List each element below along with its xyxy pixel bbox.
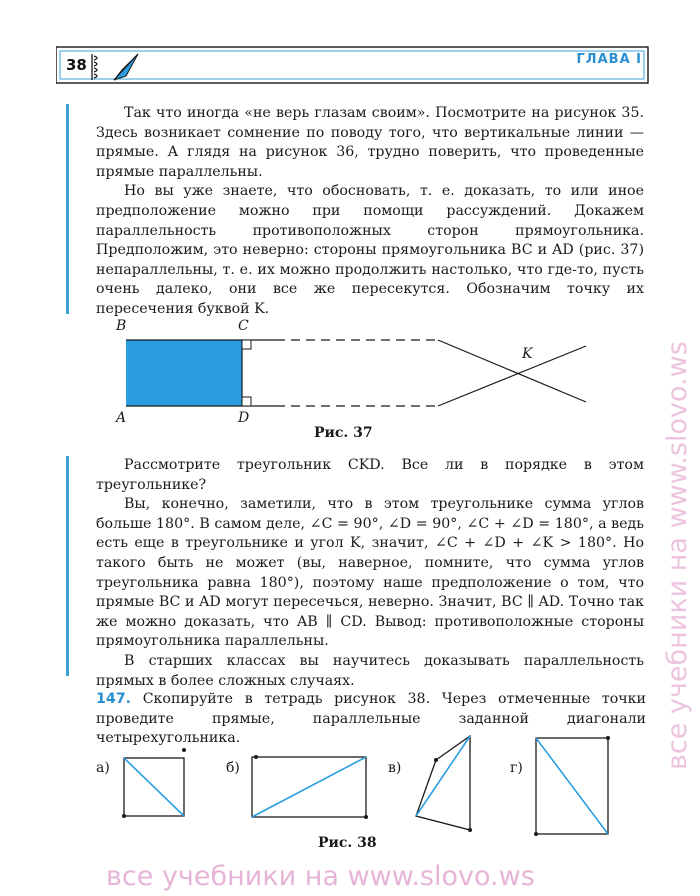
label-d: D [238, 410, 250, 426]
label-b: B [116, 318, 127, 334]
page-number: 38 [66, 56, 87, 74]
paragraph: Рассмотрите треугольник CKD. Все ли в порядке в этом треугольнике? [96, 457, 644, 493]
header-band [56, 46, 650, 86]
text-block-2 [96, 456, 644, 691]
watermark-side: все учебники на www.slovo.ws [662, 341, 693, 770]
figure-38-drawing [90, 730, 650, 840]
shape-b [252, 755, 368, 819]
figure-37-caption: Рис. 37 [314, 425, 373, 441]
paragraph: Так что иногда «не верь глазам своим». Посмотрите на рисунок 35. Здесь возникает сомнение по поводу того, что вертикальные линии — прямые. А глядя на рисунок 36, трудно поверить, что проведенные прямые параллельны. [96, 105, 644, 180]
watermark-bottom: все учебники на www.slovo.ws [106, 861, 535, 892]
shape-v [416, 736, 472, 832]
text-block-1 [96, 104, 644, 320]
figure-38 [90, 730, 650, 840]
label-a-shape: а) [96, 760, 110, 776]
figure-37-drawing [96, 316, 656, 426]
rectangle-abcd [126, 340, 242, 406]
label-k: K [522, 346, 533, 362]
chapter-title: ГЛАВА I [576, 52, 642, 67]
margin-bar-middle [66, 456, 69, 676]
exercise-text: Скопируйте в тетрадь рисунок 38. Через отмеченные точки проведите прямые, параллельные заданной диагонали четырехугольника. [96, 691, 646, 747]
paragraph: Вы, конечно, заметили, что в этом треугольнике сумма углов больше 180°. В самом деле, ∠C = 90°, ∠D = 90°, ∠C + ∠D = 180°, а ведь есть еще в треугольнике и угол K, значит, ∠C + ∠D + ∠K > 180°. Но такого быть не может (вы, наверное, помните, что сумма углов треугольника равна 180°), поэтому наше предположение о том, что прямые BC и AD могут пересечься, неверно. Значит, BC ∥ AD. Точно так же можно доказать, что AB ∥ CD. Вывод: противоположные стороны прямоугольника параллельны. [96, 496, 644, 650]
paragraph: Но вы уже знаете, что обосновать, т. е. доказать, то или иное предположение можно при помощи рассуждений. Докажем параллельность противоположных сторон прямоугольника. Предположим, это неверно: стороны прямоугольника BC и AD (рис. 37) непараллельны, т. е. их можно продолжить настолько, что где-то, пусть очень далеко, они все же пересекутся. Обозначим точку их пересечения буквой K. [96, 183, 644, 317]
shape-g [534, 736, 610, 836]
label-g-shape: г) [510, 760, 523, 776]
label-c: C [238, 318, 249, 334]
page-header [56, 46, 650, 86]
margin-bar-top [66, 104, 69, 314]
label-a: A [116, 410, 127, 426]
paragraph: В старших классах вы научитесь доказывать параллельность прямых в более сложных случаях. [96, 652, 644, 689]
exercise-number: 147. [96, 691, 132, 707]
label-v-shape: в) [388, 760, 402, 776]
label-b-shape: б) [226, 760, 240, 776]
shape-a [122, 748, 186, 818]
figure-38-caption: Рис. 38 [318, 835, 377, 851]
figure-37 [96, 316, 656, 426]
